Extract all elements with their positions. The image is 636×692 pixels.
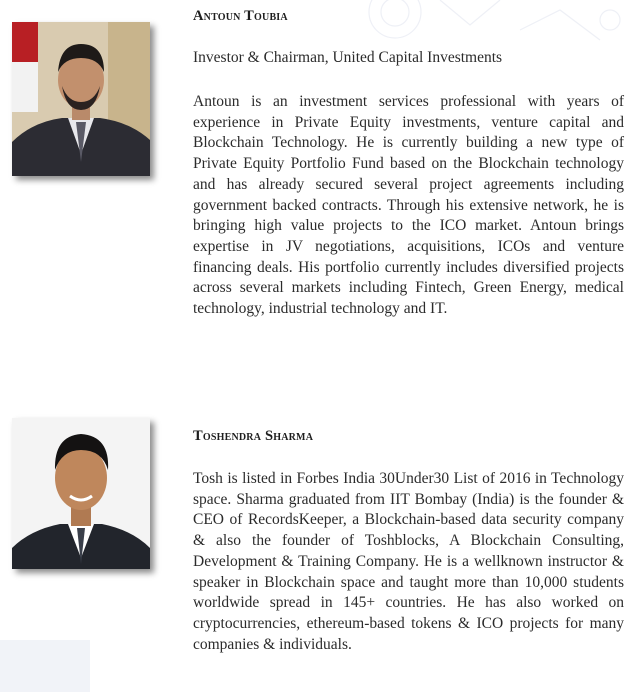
profile-name: Antoun Toubia — [193, 8, 288, 24]
portrait-illustration — [12, 418, 150, 569]
profile-title: Investor & Chairman, United Capital Investments — [193, 49, 503, 66]
profile-bio: Antoun is an investment services professional with years of experience in Private Equity investments, venture capital and Blockchain Technology. He is currently building a new type of Private Equity Portfolio Fund based on the Blockchain technology and has already secured several project agreements including government backed contracts. Through his extensive network, he is bringing high value projects to the ICO market. Antoun brings expertise in JV negotiations, acquisitions, ICOs and venture financing deals. His portfolio currently includes diversified projects across several markets including Fintech, Green Energy, medical technology, industrial technology and IT. — [193, 93, 624, 318]
profile-bio: Tosh is listed in Forbes India 30Under30 List of 2016 in Technology space. Sharma graduated from IIT Bombay (India) is the founder & CEO of RecordsKeeper, a Blockchain-based data security company & also the founder of Toshblocks, A Blockchain Consulting, Development & Training Company. He is a wellknown instructor & speaker in Blockchain space and taught more than 10,000 students worldwide spread in 145+ countries. He has also worked on cryptocurrencies, ethereum-based tokens & ICO projects for many companies & individuals. — [193, 470, 624, 653]
profile-photo-toshendra — [12, 418, 150, 569]
profile-photo-antoun — [12, 22, 150, 176]
portrait-illustration — [12, 22, 150, 176]
profile-name: Toshendra Sharma — [193, 428, 314, 444]
